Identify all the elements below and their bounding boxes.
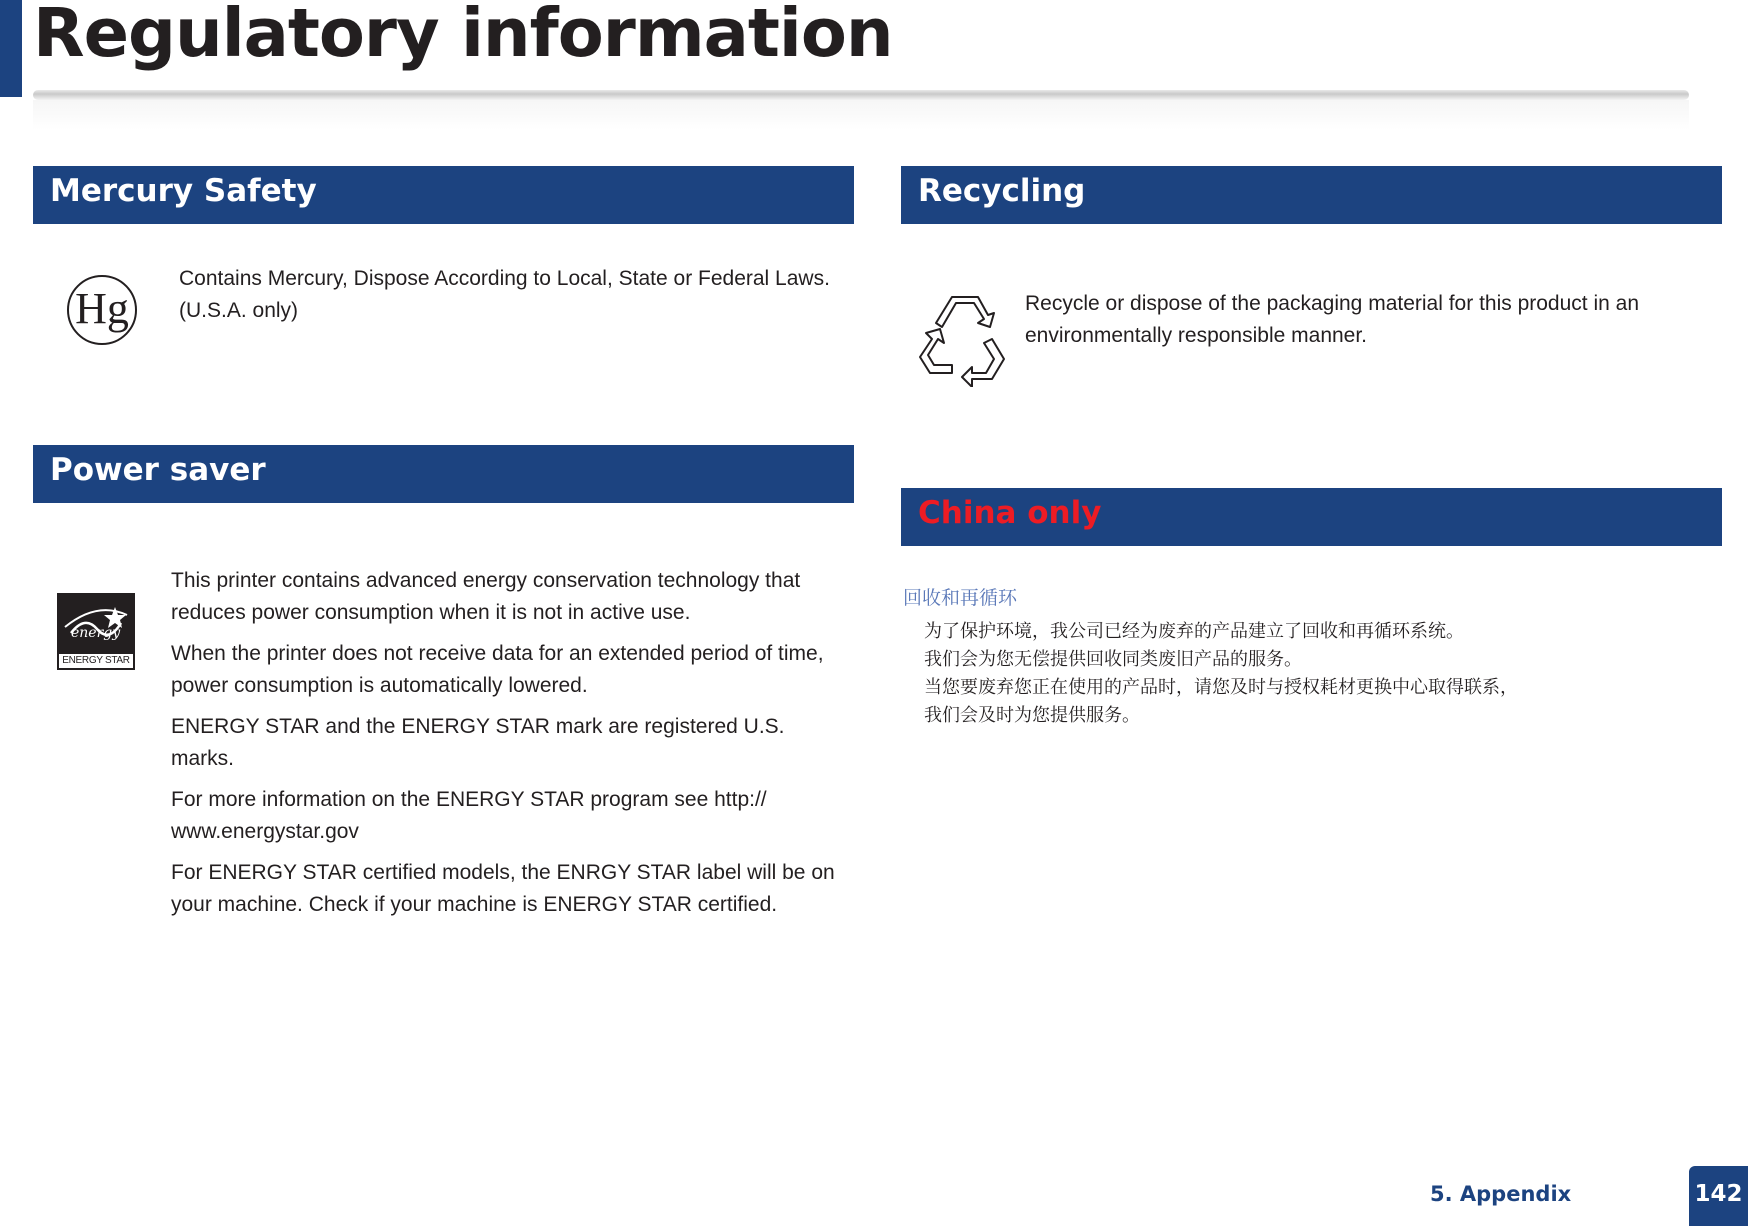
title-divider <box>33 90 1689 100</box>
recycle-icon <box>912 293 1006 387</box>
power-saver-paragraph: For more information on the ENERGY STAR program see http:// www.energystar.gov <box>171 788 767 843</box>
footer-section-label: 5. Appendix <box>1430 1182 1572 1206</box>
china-text-line: 为了保护环境，我公司已经为废弃的产品建立了回收和再循环系统。 <box>924 621 1464 642</box>
title-shadow <box>33 100 1689 130</box>
power-saver-paragraph: This printer contains advanced energy conservation technology that reduces power consumption when it is not in active use. <box>171 569 801 624</box>
china-only-section-heading: China only <box>901 488 1722 546</box>
page-number: 142 <box>1689 1166 1748 1226</box>
recycling-text: Recycle or dispose of the packaging material for this product in an environmentally responsible manner. <box>1025 292 1639 347</box>
mercury-section-heading: Mercury Safety <box>33 166 854 224</box>
chapter-tab <box>0 0 22 97</box>
power-saver-paragraph: ENERGY STAR and the ENERGY STAR mark are registered U.S. marks. <box>171 715 785 770</box>
china-text-line: 我们会及时为您提供服务。 <box>924 705 1140 726</box>
china-text-line: 我们会为您无偿提供回收同类废旧产品的服务。 <box>924 649 1302 670</box>
china-text-line: 当您要废弃您正在使用的产品时，请您及时与授权耗材更换中心取得联系， <box>924 677 1518 698</box>
power-saver-text <box>171 565 847 930</box>
svg-text:energy: energy <box>71 625 121 641</box>
energy-star-script-icon <box>57 593 135 655</box>
china-text <box>924 618 1518 730</box>
page-title: Regulatory information <box>33 0 893 72</box>
mercury-hg-icon: Hg <box>67 275 137 345</box>
power-saver-paragraph: For ENERGY STAR certified models, the ENRGY STAR label will be on your machine. Check if your machine is ENERGY STAR certified. <box>171 861 835 916</box>
china-subtitle: 回收和再循环 <box>903 587 1018 609</box>
recycling-section-heading: Recycling <box>901 166 1722 224</box>
mercury-text: Contains Mercury, Dispose According to Local, State or Federal Laws.(U.S.A. only) <box>179 267 830 322</box>
power-saver-paragraph: When the printer does not receive data for an extended period of time, power consumption is automatically lowered. <box>171 642 824 697</box>
energy-star-logo-icon <box>57 593 135 670</box>
energy-star-label: ENERGY STAR <box>59 654 133 668</box>
power-saver-section-heading: Power saver <box>33 445 854 503</box>
